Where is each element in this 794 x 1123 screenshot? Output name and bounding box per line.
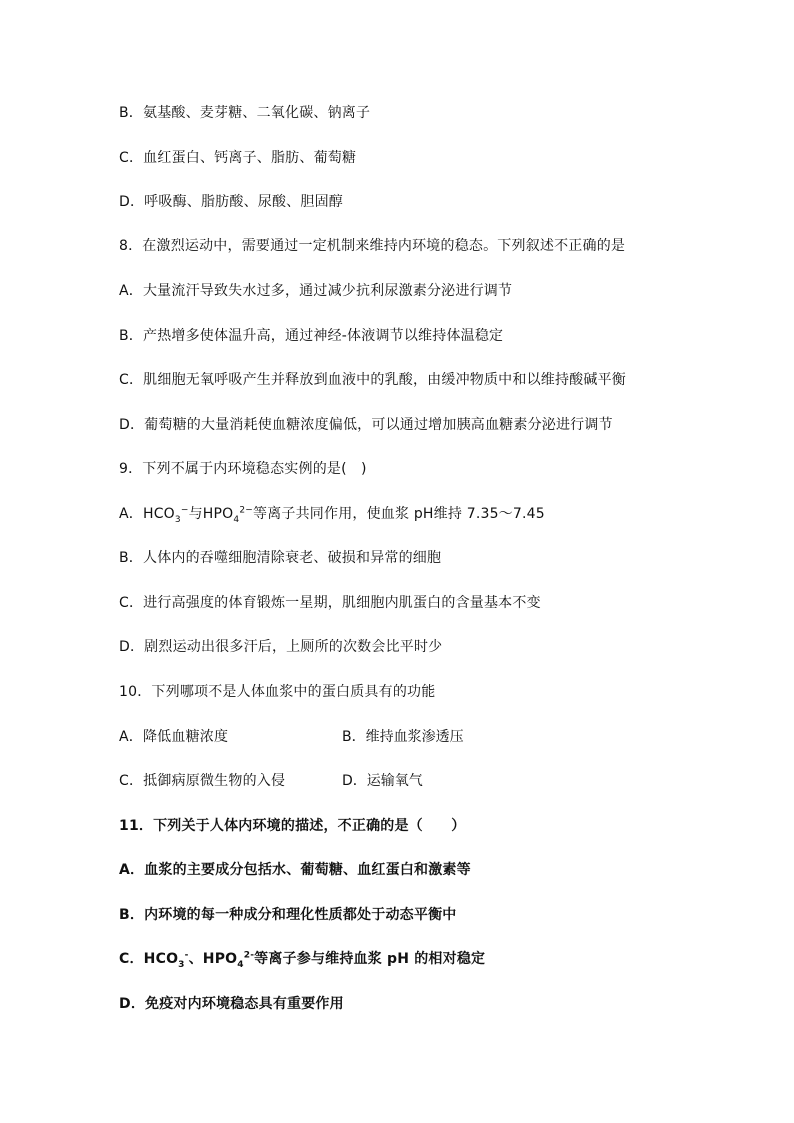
q11-option-b: B．内环境的每一种成分和理化性质都处于动态平衡中	[119, 907, 457, 923]
q9-a-mid: 与HPO	[188, 506, 234, 522]
q9-option-a	[119, 505, 545, 523]
q11-c-sup1: -	[184, 950, 189, 961]
q9-a-suffix: 等离子共同作用，使血浆 pH维持 7.35～7.45	[253, 506, 545, 522]
q7-option-d: D．呼吸酶、脂肪酸、尿酸、胆固醇	[119, 194, 343, 210]
q9-a-prefix: A．HCO	[119, 506, 175, 522]
q9-a-sup1: −	[180, 505, 189, 516]
q9-a-sub2: 4	[233, 514, 240, 525]
q11-option-c	[119, 950, 485, 968]
q9-option-c: C．进行高强度的体育锻炼一星期，肌细胞内肌蛋白的含量基本不变	[119, 595, 541, 611]
q11-c-prefix: C．HCO	[119, 951, 179, 967]
q8-stem: 8．在激烈运动中，需要通过一定机制来维持内环境的稳态。下列叙述不正确的是	[119, 238, 626, 254]
q11-option-d: D．免疫对内环境稳态具有重要作用	[119, 996, 344, 1012]
q11-c-sub2: 4	[237, 959, 244, 970]
q9-option-d: D．剧烈运动出很多汗后，上厕所的次数会比平时少	[119, 639, 443, 655]
q11-option-a: A．血浆的主要成分包括水、葡萄糖、血红蛋白和激素等	[119, 862, 471, 878]
q9-a-sup2: 2−	[239, 505, 253, 516]
q11-c-suffix: 等离子参与维持血浆 pH 的相对稳定	[254, 951, 486, 967]
q8-option-d: D．葡萄糖的大量消耗使血糖浓度偏低，可以通过增加胰高血糖素分泌进行调节	[119, 417, 613, 433]
q8-option-b: B．产热增多使体温升高，通过神经-体液调节以维持体温稳定	[119, 328, 504, 344]
q11-c-mid: 、HPO	[188, 951, 238, 967]
q9-a-sub1: 3	[174, 514, 181, 525]
q10-option-c: C．抵御病原微生物的入侵	[119, 773, 286, 789]
q7-option-b: B．氨基酸、麦芽糖、二氧化碳、钠离子	[119, 105, 371, 121]
q11-stem: 11．下列关于人体内环境的描述，不正确的是（ ）	[119, 818, 466, 834]
q11-c-sub1: 3	[178, 959, 185, 970]
q9-stem: 9．下列不属于内环境稳态实例的是( )	[119, 461, 367, 477]
q10-option-a: A．降低血糖浓度	[119, 729, 229, 745]
q11-c-sup2: 2-	[243, 950, 255, 961]
q10-stem: 10．下列哪项不是人体血浆中的蛋白质具有的功能	[119, 684, 436, 700]
q10-option-d: D．运输氧气	[342, 773, 423, 789]
q8-option-c: C．肌细胞无氧呼吸产生并释放到血液中的乳酸，由缓冲物质中和以维持酸碱平衡	[119, 372, 626, 388]
q7-option-c: C．血红蛋白、钙离子、脂肪、葡萄糖	[119, 150, 357, 166]
q9-option-b: B．人体内的吞噬细胞清除衰老、破损和异常的细胞	[119, 550, 442, 566]
q10-option-b: B．维持血浆渗透压	[342, 729, 464, 745]
q8-option-a: A．大量流汗导致失水过多，通过减少抗利尿激素分泌进行调节	[119, 283, 513, 299]
